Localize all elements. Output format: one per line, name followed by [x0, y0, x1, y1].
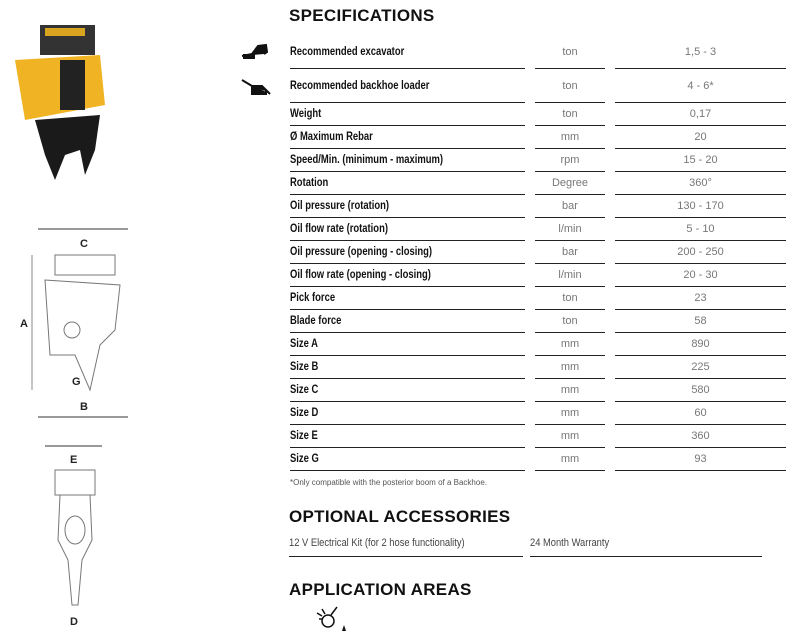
spec-value: 130 - 170 — [615, 195, 786, 218]
specifications-table — [290, 35, 786, 471]
table-row — [290, 425, 786, 448]
table-row — [290, 149, 786, 172]
spec-unit: bar — [535, 195, 605, 218]
spec-label: Size C — [290, 384, 319, 396]
spec-unit: ton — [535, 35, 605, 69]
excavator-icon — [240, 42, 270, 60]
spec-label-cell — [290, 356, 525, 379]
spec-label-cell — [290, 287, 525, 310]
spec-label: Recommended backhoe loader — [290, 79, 430, 92]
optional-accessories-heading: OPTIONAL ACCESSORIES — [289, 507, 511, 526]
spec-value: 890 — [615, 333, 786, 356]
spec-value: 4 - 6* — [615, 69, 786, 103]
table-row — [290, 448, 786, 471]
spec-label-cell — [290, 149, 525, 172]
table-row — [290, 310, 786, 333]
spec-label-cell — [290, 218, 525, 241]
table-row — [290, 172, 786, 195]
specifications-heading: SPECIFICATIONS — [289, 6, 435, 25]
spec-label-cell — [290, 241, 525, 264]
spec-value: 360° — [615, 172, 786, 195]
table-row — [290, 218, 786, 241]
spec-unit: l/min — [535, 218, 605, 241]
dimension-label-a: A — [20, 318, 28, 330]
spec-label-cell — [290, 264, 525, 287]
spec-unit: mm — [535, 425, 605, 448]
spec-label-cell — [290, 448, 525, 471]
accessory-label: 24 Month Warranty — [530, 537, 610, 549]
table-row — [290, 333, 786, 356]
spec-label-cell — [290, 402, 525, 425]
spec-value: 360 — [615, 425, 786, 448]
spec-label-cell — [290, 333, 525, 356]
spec-label: Size G — [290, 453, 319, 465]
spec-label-cell — [290, 310, 525, 333]
product-photo — [5, 20, 130, 185]
accessory-item — [289, 537, 523, 557]
table-row — [290, 356, 786, 379]
spec-label: Size E — [290, 430, 318, 442]
spec-value: 225 — [615, 356, 786, 379]
spec-unit: rpm — [535, 149, 605, 172]
table-row — [290, 402, 786, 425]
table-row — [290, 126, 786, 149]
spec-label-cell — [290, 69, 525, 103]
spec-label-cell — [290, 195, 525, 218]
demolition-icon — [315, 605, 349, 631]
dimension-label-d: D — [70, 616, 78, 628]
spec-label: Oil flow rate (rotation) — [290, 223, 388, 235]
accessory-item — [530, 537, 762, 557]
spec-label-cell — [290, 35, 525, 69]
spec-value: 58 — [615, 310, 786, 333]
spec-unit: mm — [535, 356, 605, 379]
dimension-label-e: E — [70, 454, 78, 466]
spec-label: Size B — [290, 361, 319, 373]
spec-value: 60 — [615, 402, 786, 425]
table-row — [290, 103, 786, 126]
spec-label-cell — [290, 103, 525, 126]
spec-unit: Degree — [535, 172, 605, 195]
spec-value: 0,17 — [615, 103, 786, 126]
spec-unit: bar — [535, 241, 605, 264]
spec-value: 23 — [615, 287, 786, 310]
accessory-label: 12 V Electrical Kit (for 2 hose functionality) — [289, 537, 465, 549]
dimension-label-c: C — [80, 238, 88, 250]
spec-value: 5 - 10 — [615, 218, 786, 241]
spec-unit: ton — [535, 103, 605, 126]
spec-label-cell — [290, 172, 525, 195]
spec-label: Size D — [290, 407, 319, 419]
spec-value: 580 — [615, 379, 786, 402]
spec-unit: mm — [535, 379, 605, 402]
front-view-diagram — [40, 440, 110, 615]
table-row — [290, 287, 786, 310]
spec-unit: mm — [535, 333, 605, 356]
table-row — [290, 69, 786, 103]
spec-label: Oil flow rate (opening - closing) — [290, 269, 431, 281]
spec-value: 200 - 250 — [615, 241, 786, 264]
spec-value: 1,5 - 3 — [615, 35, 786, 69]
spec-unit: ton — [535, 287, 605, 310]
spec-value: 93 — [615, 448, 786, 471]
spec-label: Blade force — [290, 315, 342, 327]
spec-unit: ton — [535, 310, 605, 333]
table-row — [290, 264, 786, 287]
dimension-label-g: G — [72, 376, 81, 388]
spec-value: 20 - 30 — [615, 264, 786, 287]
spec-label: Oil pressure (opening - closing) — [290, 246, 433, 258]
side-view-diagram — [30, 225, 130, 420]
spec-label: Rotation — [290, 177, 329, 189]
table-row — [290, 379, 786, 402]
spec-unit: l/min — [535, 264, 605, 287]
spec-unit: mm — [535, 126, 605, 149]
spec-label: Ø Maximum Rebar — [290, 131, 373, 143]
backhoe-loader-icon — [240, 78, 272, 98]
spec-value: 20 — [615, 126, 786, 149]
dimension-label-b: B — [80, 401, 88, 413]
spec-label: Oil pressure (rotation) — [290, 200, 390, 212]
spec-value: 15 - 20 — [615, 149, 786, 172]
spec-unit: mm — [535, 448, 605, 471]
table-row — [290, 241, 786, 264]
table-row — [290, 195, 786, 218]
spec-label: Size A — [290, 338, 318, 350]
spec-label-cell — [290, 425, 525, 448]
spec-unit: mm — [535, 402, 605, 425]
application-areas-heading: APPLICATION AREAS — [289, 580, 472, 599]
spec-label-cell — [290, 126, 525, 149]
spec-label: Pick force — [290, 292, 336, 304]
table-row — [290, 35, 786, 69]
spec-label: Speed/Min. (minimum - maximum) — [290, 154, 443, 166]
footnote: *Only compatible with the posterior boom of a Backhoe. — [290, 478, 487, 487]
spec-unit: ton — [535, 69, 605, 103]
spec-label: Recommended excavator — [290, 45, 405, 58]
spec-label: Weight — [290, 108, 322, 120]
spec-label-cell — [290, 379, 525, 402]
